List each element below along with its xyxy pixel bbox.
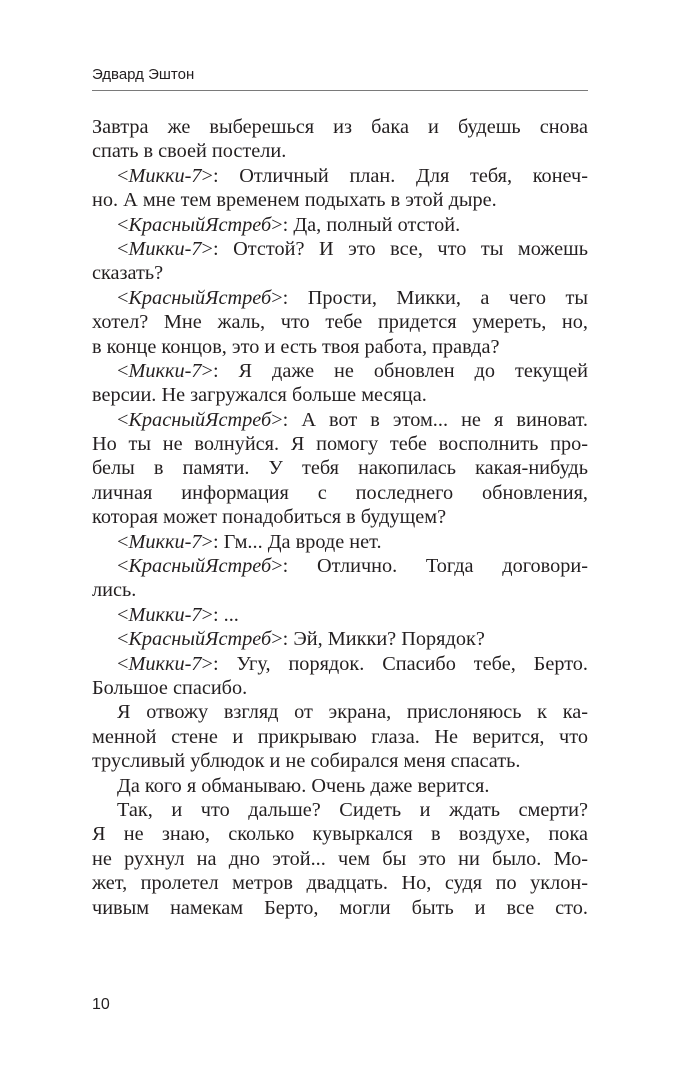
dialogue-line bbox=[92, 408, 588, 432]
line-text: белы в памяти. У тебя накопилась какая-нибудь bbox=[92, 457, 588, 480]
line-text: Да кого я обманываю. Очень даже верится. bbox=[117, 774, 490, 797]
line-text: >: Отстой? И это все, что ты можешь bbox=[201, 237, 588, 260]
text-line bbox=[92, 676, 588, 700]
speaker-open-bracket: < bbox=[117, 164, 129, 187]
text-line bbox=[92, 188, 588, 212]
dialogue-line bbox=[92, 359, 588, 383]
speaker-name: КрасныйЯстреб bbox=[128, 408, 272, 431]
text-line bbox=[92, 700, 588, 724]
line-text: не рухнул на дно этой... чем бы это ни было. Мо- bbox=[92, 847, 588, 870]
dialogue-line bbox=[92, 237, 588, 261]
dialogue-line bbox=[92, 554, 588, 578]
line-text: Так, и что дальше? Сидеть и ждать смерти? bbox=[117, 798, 588, 821]
header-divider bbox=[92, 90, 588, 91]
speaker-open-bracket: < bbox=[117, 237, 129, 260]
line-text: но. А мне тем временем подыхать в этой дыре. bbox=[92, 189, 497, 212]
line-text: >: Я даже не обновлен до текущей bbox=[201, 359, 588, 382]
page-number: 10 bbox=[92, 996, 110, 1013]
text-line bbox=[92, 432, 588, 456]
line-text: жет, пролетел метров двадцать. Но, судя по уклон- bbox=[92, 872, 588, 895]
dialogue-line bbox=[92, 627, 588, 651]
text-line bbox=[92, 578, 588, 602]
speaker-open-bracket: < bbox=[117, 213, 129, 236]
line-text: в конце концов, это и есть твоя работа, правда? bbox=[92, 335, 500, 358]
speaker-open-bracket: < bbox=[117, 555, 129, 578]
line-text: >: Угу, порядок. Спасибо тебе, Берто. bbox=[201, 652, 588, 675]
text-line bbox=[92, 139, 588, 163]
speaker-open-bracket: < bbox=[117, 286, 129, 309]
text-line bbox=[92, 505, 588, 529]
speaker-name: КрасныйЯстреб bbox=[128, 286, 272, 309]
dialogue-line bbox=[92, 164, 588, 188]
dialogue-line bbox=[92, 286, 588, 310]
speaker-name: КрасныйЯстреб bbox=[128, 213, 272, 236]
dialogue-line bbox=[92, 652, 588, 676]
speaker-name: КрасныйЯстреб bbox=[128, 555, 272, 578]
speaker-name: Микки-7 bbox=[128, 530, 202, 553]
line-text: >: Эй, Микки? Порядок? bbox=[271, 628, 485, 651]
dialogue-line bbox=[92, 603, 588, 627]
line-text: спать в своей постели. bbox=[92, 140, 287, 163]
body-text bbox=[92, 115, 588, 920]
text-line bbox=[92, 310, 588, 334]
line-text: >: Гм... Да вроде нет. bbox=[201, 530, 382, 553]
speaker-name: КрасныйЯстреб bbox=[128, 628, 272, 651]
speaker-open-bracket: < bbox=[117, 603, 129, 626]
dialogue-line bbox=[92, 530, 588, 554]
speaker-open-bracket: < bbox=[117, 359, 129, 382]
speaker-name: Микки-7 bbox=[128, 164, 202, 187]
line-text: Но ты не волнуйся. Я помогу тебе восполнить про- bbox=[92, 433, 588, 456]
text-line bbox=[92, 456, 588, 480]
text-line bbox=[92, 481, 588, 505]
text-line bbox=[92, 798, 588, 822]
speaker-name: Микки-7 bbox=[128, 359, 202, 382]
text-line bbox=[92, 774, 588, 798]
line-text: >: А вот в этом... не я виноват. bbox=[271, 408, 588, 431]
line-text: Я не знаю, сколько кувыркался в воздухе, пока bbox=[92, 823, 588, 846]
line-text: сказать? bbox=[92, 262, 164, 285]
speaker-open-bracket: < bbox=[117, 652, 129, 675]
text-line bbox=[92, 871, 588, 895]
speaker-name: Микки-7 bbox=[128, 237, 202, 260]
line-text: Большое спасибо. bbox=[92, 676, 248, 699]
line-text: >: Отличный план. Для тебя, конеч- bbox=[201, 164, 588, 187]
speaker-open-bracket: < bbox=[117, 530, 129, 553]
line-text: >: ... bbox=[201, 603, 239, 626]
text-line bbox=[92, 847, 588, 871]
line-text: личная информация с последнего обновления, bbox=[92, 481, 588, 504]
text-line bbox=[92, 115, 588, 139]
dialogue-line bbox=[92, 213, 588, 237]
line-text: >: Да, полный отстой. bbox=[271, 213, 461, 236]
line-text: лись. bbox=[92, 579, 137, 602]
text-line bbox=[92, 725, 588, 749]
text-line bbox=[92, 822, 588, 846]
speaker-name: Микки-7 bbox=[128, 603, 202, 626]
line-text: менной стене и прикрываю глаза. Не верится, что bbox=[92, 725, 588, 748]
line-text: хотел? Мне жаль, что тебе придется умереть, но, bbox=[92, 311, 588, 334]
speaker-name: Микки-7 bbox=[128, 652, 202, 675]
line-text: Я отвожу взгляд от экрана, прислоняюсь к ка- bbox=[117, 701, 588, 724]
line-text: трусливый ублюдок и не собирался меня спасать. bbox=[92, 750, 521, 773]
text-line bbox=[92, 749, 588, 773]
text-line bbox=[92, 261, 588, 285]
line-text: чивым намекам Берто, могли быть и все сто. bbox=[92, 896, 588, 919]
text-line bbox=[92, 383, 588, 407]
line-text: которая может понадобиться в будущем? bbox=[92, 506, 447, 529]
running-head-author: Эдвард Эштон bbox=[92, 66, 195, 83]
line-text: версии. Не загружался больше месяца. bbox=[92, 384, 427, 407]
line-text: Завтра же выберешься из бака и будешь снова bbox=[92, 116, 588, 138]
line-text: >: Отлично. Тогда договори- bbox=[271, 555, 588, 578]
speaker-open-bracket: < bbox=[117, 628, 129, 651]
text-line bbox=[92, 335, 588, 359]
speaker-open-bracket: < bbox=[117, 408, 129, 431]
text-line bbox=[92, 896, 588, 920]
line-text: >: Прости, Микки, а чего ты bbox=[271, 286, 588, 309]
